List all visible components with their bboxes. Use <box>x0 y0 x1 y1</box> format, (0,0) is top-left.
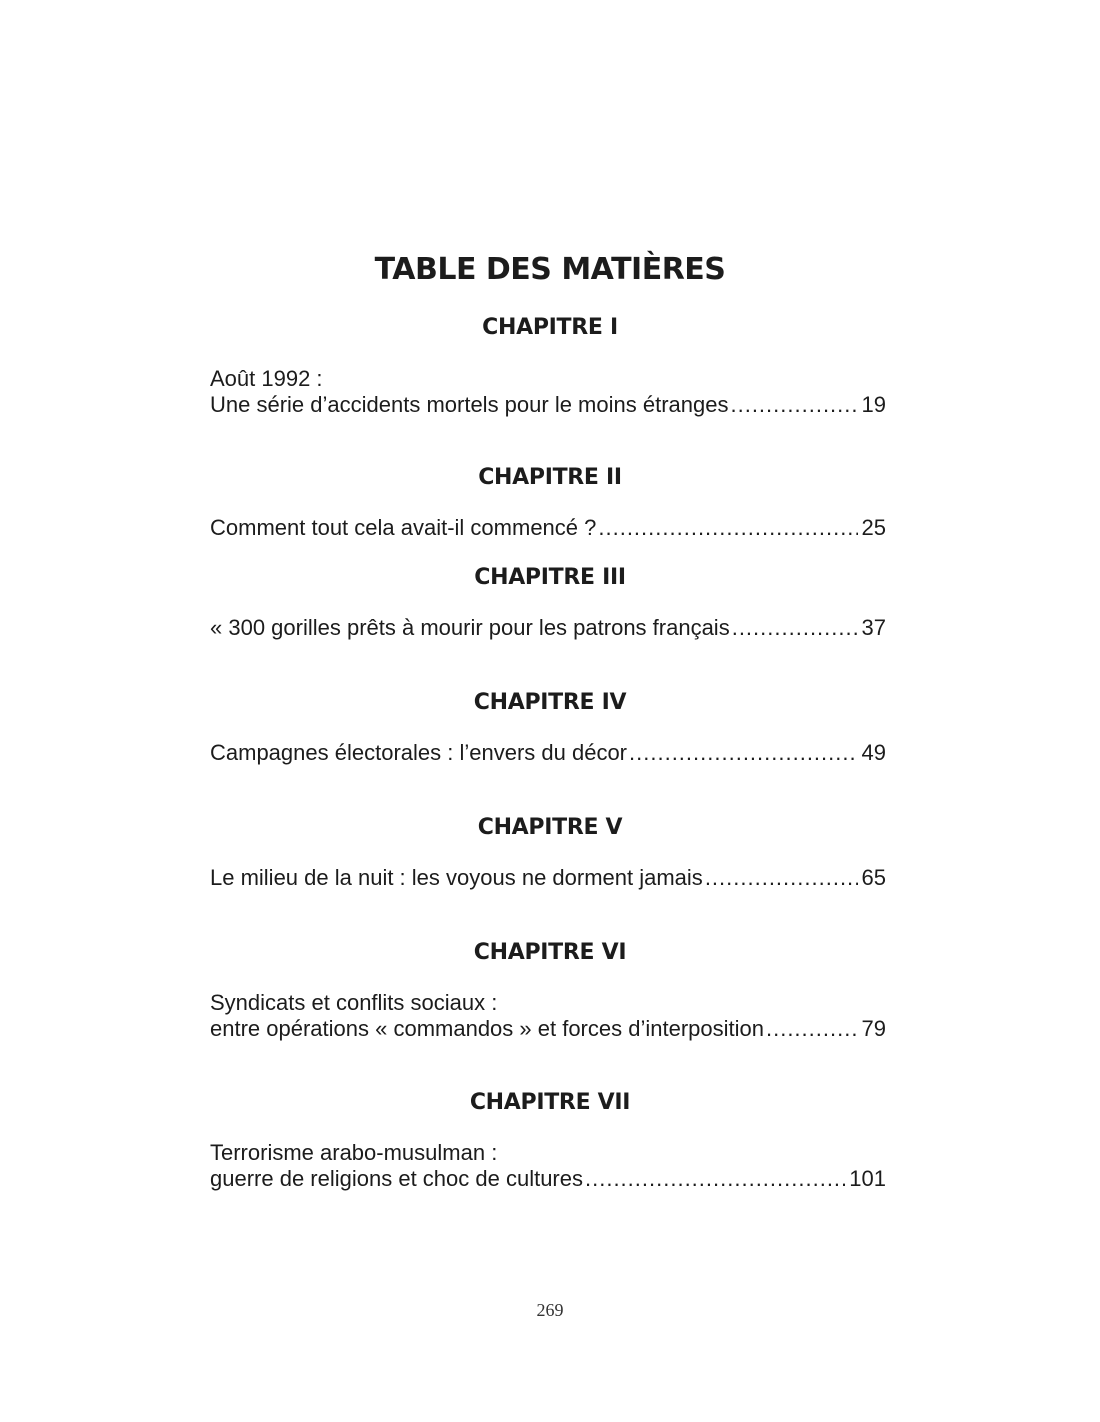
dot-leader <box>732 615 858 641</box>
toc-entry-3[interactable] <box>210 615 886 641</box>
dot-leader <box>598 515 857 541</box>
toc-entry-4[interactable] <box>210 740 886 766</box>
toc-entry-title: Comment tout cela avait-il commencé ? <box>210 515 597 540</box>
toc-entry-first-line: Terrorisme arabo-musulman : <box>210 1140 498 1165</box>
chapter-heading-1: CHAPITRE I <box>482 315 618 340</box>
toc-entry-5[interactable] <box>210 865 886 891</box>
toc-entry-title: « 300 gorilles prêts à mourir pour les patrons français <box>210 615 730 640</box>
toc-entry-1[interactable] <box>210 366 886 418</box>
dot-leader <box>585 1166 845 1192</box>
toc-entry-7[interactable] <box>210 1140 886 1192</box>
dot-leader <box>629 740 858 766</box>
dot-leader <box>705 865 858 891</box>
toc-entry-line <box>210 1016 886 1042</box>
chapter-heading-6: CHAPITRE VI <box>473 940 627 965</box>
toc-entry-first-line: Syndicats et conflits sociaux : <box>210 990 498 1015</box>
toc-entry-line <box>210 865 886 891</box>
toc-entry-line <box>210 615 886 641</box>
toc-page-number: 49 <box>861 740 886 765</box>
chapter-heading-5: CHAPITRE V <box>477 815 623 840</box>
toc-page-number: 37 <box>861 615 886 640</box>
toc-entry-title: Le milieu de la nuit : les voyous ne dorment jamais <box>210 865 703 890</box>
toc-entry-title: entre opérations « commandos » et forces d’interposition <box>210 1016 764 1041</box>
toc-entry-title: Une série d’accidents mortels pour le moins étranges <box>210 392 729 417</box>
toc-page-number: 79 <box>861 1016 886 1041</box>
toc-page-number: 19 <box>861 392 886 417</box>
toc-entry-line <box>210 740 886 766</box>
toc-entry-2[interactable] <box>210 515 886 541</box>
toc-page-number: 25 <box>861 515 886 540</box>
dot-leader <box>766 1016 858 1042</box>
toc-entry-line <box>210 515 886 541</box>
toc-entry-line <box>210 1166 886 1192</box>
page-number-footer: 269 <box>536 1300 564 1320</box>
dot-leader <box>730 392 857 418</box>
toc-entry-first-line: Août 1992 : <box>210 366 323 391</box>
toc-entry-6[interactable] <box>210 990 886 1042</box>
toc-page-number: 65 <box>861 865 886 890</box>
chapter-heading-2: CHAPITRE II <box>478 465 622 490</box>
toc-entry-line <box>210 392 886 418</box>
toc-page-number: 101 <box>849 1166 886 1191</box>
chapter-heading-7: CHAPITRE VII <box>469 1090 631 1115</box>
chapter-heading-4: CHAPITRE IV <box>473 690 627 715</box>
toc-entry-title: Campagnes électorales : l’envers du décor <box>210 740 628 765</box>
chapter-heading-3: CHAPITRE III <box>474 565 626 590</box>
toc-entry-title: guerre de religions et choc de cultures <box>210 1166 583 1191</box>
page-title: TABLE DES MATIÈRES <box>374 252 726 288</box>
